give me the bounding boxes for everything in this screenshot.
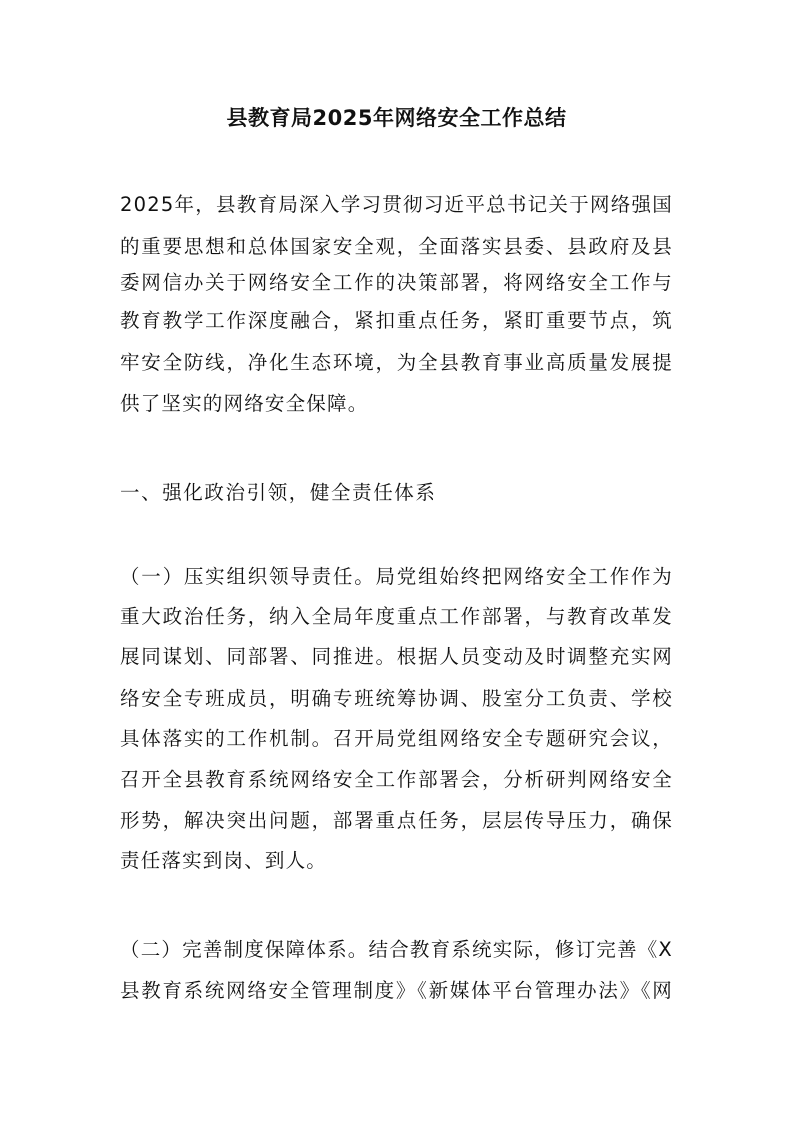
intro-line: 委网信办关于网络安全工作的决策部署，将网络安全工作与 — [120, 271, 673, 294]
paragraph-line: 召开全县教育系统网络安全工作部署会，分析研判网络安全 — [120, 768, 673, 791]
paragraph-line: 具体落实的工作机制。召开局党组网络安全专题研究会议， — [120, 727, 673, 750]
paragraph-line: 县教育系统网络安全管理制度》《新媒体平台管理办法》《网 — [120, 979, 673, 1002]
paragraph-line: （二）完善制度保障体系。结合教育系统实际，修订完善《X — [120, 938, 673, 961]
paragraph-line: （一）压实组织领导责任。局党组始终把网络安全工作作为 — [120, 565, 673, 588]
paragraph-line: 络安全专班成员，明确专班统筹协调、股室分工负责、学校 — [120, 687, 673, 710]
paragraph-line: 形势，解决突出问题，部署重点任务，层层传导压力，确保 — [120, 809, 673, 832]
section-heading: 一、强化政治引领，健全责任体系 — [120, 481, 437, 504]
intro-line: 的重要思想和总体国家安全观，全面落实县委、县政府及县 — [120, 235, 673, 258]
intro-line: 教育教学工作深度融合，紧扣重点任务，紧盯重要节点，筑 — [120, 309, 673, 332]
document-title: 县教育局2025年网络安全工作总结 — [226, 106, 567, 130]
intro-line: 供了坚实的网络安全保障。 — [120, 392, 369, 415]
intro-line: 牢安全防线，净化生态环境，为全县教育事业高质量发展提 — [120, 351, 673, 374]
paragraph-line: 责任落实到岗、到人。 — [120, 849, 328, 872]
paragraph-line: 展同谋划、同部署、同推进。根据人员变动及时调整充实网 — [120, 645, 673, 668]
intro-line: 2025年，县教育局深入学习贯彻习近平总书记关于网络强国 — [120, 193, 673, 216]
paragraph-line: 重大政治任务，纳入全局年度重点工作部署，与教育改革发 — [120, 605, 673, 628]
